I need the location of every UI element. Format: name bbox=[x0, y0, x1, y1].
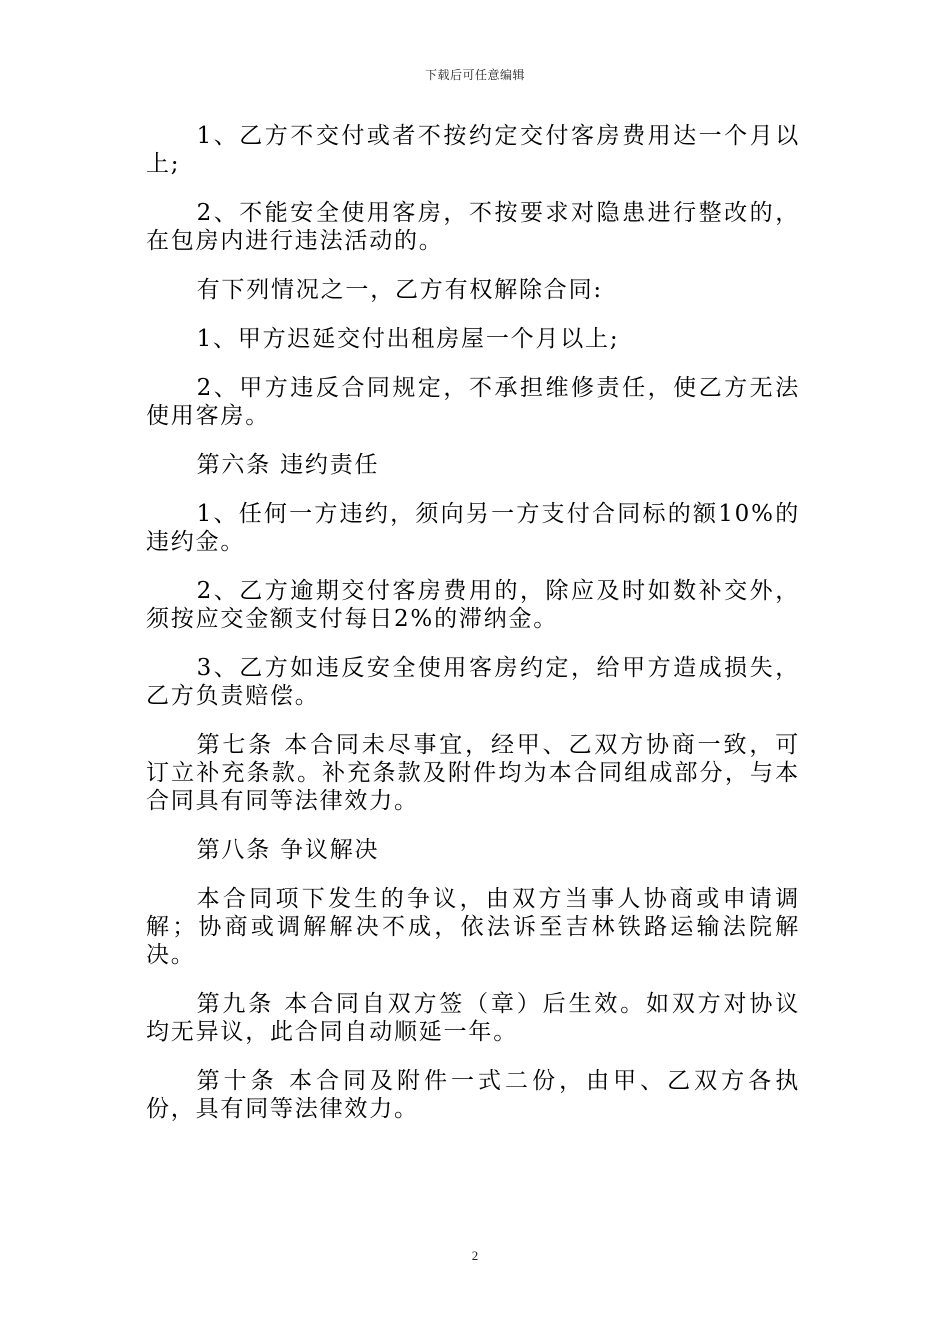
paragraph-breach-clause-2: 2、乙方逾期交付客房费用的，除应及时如数补交外，须按应交金额支付每日2%的滞纳金。 bbox=[146, 578, 800, 632]
paragraph-breach-clause-3: 3、乙方如违反安全使用客房约定，给甲方造成损失，乙方负责赔偿。 bbox=[146, 655, 800, 709]
paragraph-clause-1: 1、乙方不交付或者不按约定交付客房费用达一个月以上; bbox=[146, 123, 800, 177]
section-heading-article-8: 第八条 争议解决 bbox=[196, 837, 380, 863]
paragraph-article-10: 第十条 本合同及附件一式二份，由甲、乙双方各执份，具有同等法律效力。 bbox=[146, 1068, 800, 1122]
paragraph-tenant-clause-1: 1、甲方迟延交付出租房屋一个月以上; bbox=[196, 326, 620, 352]
paragraph-tenant-termination-intro: 有下列情况之一，乙方有权解除合同: bbox=[196, 277, 603, 303]
paragraph-tenant-clause-2: 2、甲方违反合同规定，不承担维修责任，使乙方无法使用客房。 bbox=[146, 375, 800, 429]
document-body bbox=[146, 122, 800, 1144]
section-heading-article-6: 第六条 违约责任 bbox=[196, 452, 380, 478]
paragraph-breach-clause-1: 1、任何一方违约，须向另一方支付合同标的额10%的违约金。 bbox=[146, 501, 800, 555]
paragraph-article-9: 第九条 本合同自双方签（章）后生效。如双方对协议均无异议，此合同自动顺延一年。 bbox=[146, 991, 800, 1045]
page-number: 2 bbox=[471, 1248, 479, 1263]
page-header: 下载后可任意编辑 bbox=[424, 68, 525, 82]
paragraph-article-7: 第七条 本合同未尽事宜，经甲、乙双方协商一致，可订立补充条款。补充条款及附件均为本合同组成部分，与本合同具有同等法律效力。 bbox=[146, 732, 800, 814]
paragraph-dispute-resolution: 本合同项下发生的争议，由双方当事人协商或申请调解；协商或调解解决不成，依法诉至吉林铁路运输法院解决。 bbox=[146, 886, 800, 968]
paragraph-clause-2: 2、不能安全使用客房，不按要求对隐患进行整改的，在包房内进行违法活动的。 bbox=[146, 200, 800, 254]
